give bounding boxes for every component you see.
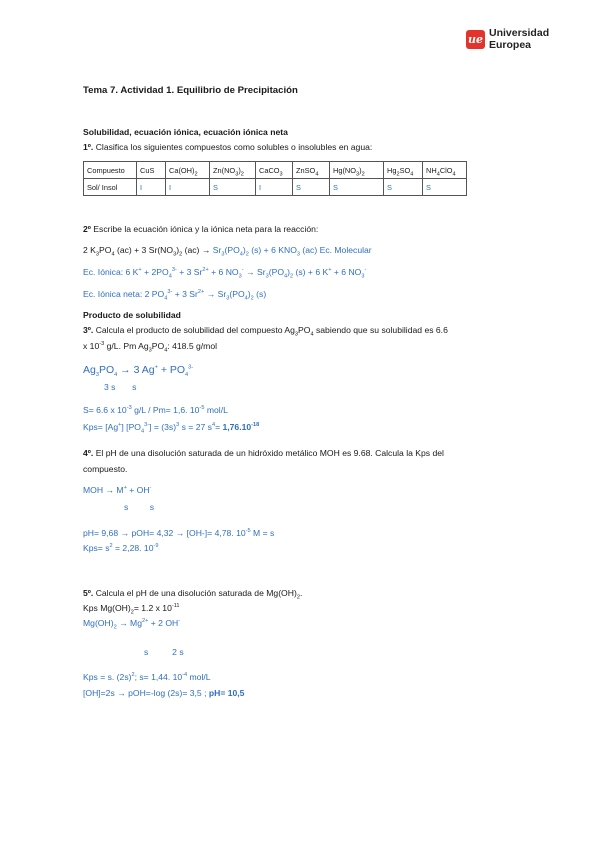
- net-ionic-equation: Ec. Iónica neta: 2 $PO_4^{3-} + 3$ $Sr^{2+} \to Sr_3(PO_4)_2$ (s): [83, 289, 267, 302]
- table-cell: I: [166, 179, 210, 196]
- q3-solubility: S= 6.6 x $10^{-3}$ g/L / Pm= 1,6. $10^{-5}$ mol/L: [83, 405, 228, 415]
- question-3: 3º. Calcula el producto de solubilidad del compuesto $Ag_3PO_4$ sabiendo que su solubilidad es 6.6: [83, 325, 448, 338]
- solubility-table: [83, 161, 467, 196]
- q3-kps: Kps= [Ag+] $[PO_4^{3-}] = (3s)^3$ s = 27 $s^4= 1,76.10^{-18}$: [83, 422, 260, 435]
- table-header-cell: $NH_4ClO_4$: [423, 162, 467, 179]
- table-row: [84, 179, 467, 196]
- table-header-cell: CuS: [137, 162, 166, 179]
- question-1: [83, 142, 372, 152]
- table-header-cell: Compuesto: [84, 162, 137, 179]
- question-2: [83, 224, 318, 234]
- section-heading-solubility: Solubilidad, ecuación iónica, ecuación iónica neta: [83, 127, 288, 137]
- table-header-cell: $Ca(OH)_2$: [166, 162, 210, 179]
- university-logo: [466, 27, 566, 53]
- q4-kps: $Kps= s^2 = 2,28$. $10^{-9}$: [83, 543, 159, 553]
- table-cell: S: [423, 179, 467, 196]
- q4-stoichiometry: s s: [124, 502, 155, 512]
- page-title: Tema 7. Actividad 1. Equilibrio de Precipitación: [83, 85, 298, 96]
- q3-dissociation-equation: $Ag_3PO_4 \to 3$ $Ag^+ + PO_4^{3-}$: [83, 364, 194, 379]
- logo-mark-icon: ue: [466, 30, 485, 49]
- table-cell: S: [330, 179, 384, 196]
- table-cell: S: [384, 179, 423, 196]
- question-2-text: Escribe la ecuación iónica y la iónica neta para la reacción:: [90, 224, 319, 234]
- logo-line2: Europea: [489, 39, 532, 51]
- question-5-kps-given: Kps $Mg(OH)_2= 1.2$ x $10^{-11}$: [83, 603, 180, 616]
- q4-ph-calculation: pH= 9,68 → pOH= 4,32 → [OH-]= 4,78. $10^{-5}$ M = s: [83, 528, 275, 538]
- table-cell: S: [293, 179, 330, 196]
- q5-dissociation-equation: $Mg(OH)_2 \to Mg^{2+} + 2$ OH-: [83, 618, 181, 631]
- question-5: 5º. Calcula el pH de una disolución saturada de $Mg(OH)_2$.: [83, 588, 303, 601]
- ionic-equation: Ec. Iónica: 6 $K^+ + 2PO_4^{3-} + 3$ $Sr^{2+} + 6$ $NO_3^- \to Sr_3(PO_4)_2$ (s) + 6 K+ + 6 $NO_3^-$: [83, 267, 367, 280]
- table-header-cell: $Hg_2SO_4$: [384, 162, 423, 179]
- table-header-cell: CaCO$_3$: [256, 162, 293, 179]
- table-cell: S: [210, 179, 256, 196]
- table-header-cell: $Hg(NO_3)_2$: [330, 162, 384, 179]
- table-header-cell: ZnSO$_4$: [293, 162, 330, 179]
- q5-ph: [OH]=2s → pOH=-log (2s)= 3,5 ; pH= 10,5: [83, 688, 245, 698]
- table-header-cell: $Zn(NO_3)_2$: [210, 162, 256, 179]
- q5-kps: Kps = s. $(2s)^2$; s= 1,44. $10^{-4}$ mol/L: [83, 672, 211, 682]
- table-header-row: [84, 162, 467, 179]
- logo-line1: Universidad: [489, 27, 550, 39]
- q4-dissociation-equation: MOH → M+ + OH-: [83, 485, 152, 495]
- q5-stoichiometry: s 2 s: [144, 647, 184, 657]
- question-3-line2: x $10^{-3}$ g/L. Pm $Ag_3PO_4$: 418.5 g/mol: [83, 341, 218, 354]
- table-cell: I: [137, 179, 166, 196]
- question-4-line2: compuesto.: [83, 464, 128, 474]
- question-2-number: 2º: [83, 224, 91, 234]
- table-cell: Sol/ Insol: [84, 179, 137, 196]
- logo-text: [489, 27, 549, 51]
- q3-stoichiometry: 3 s s: [104, 382, 137, 392]
- section-heading-kps: Producto de solubilidad: [83, 310, 181, 320]
- table-cell: I: [256, 179, 293, 196]
- question-1-number: 1º.: [83, 142, 94, 152]
- question-1-text: Clasifica los siguientes compuestos como solubles o insolubles en agua:: [93, 142, 373, 152]
- question-4: 4º. El pH de una disolución saturada de un hidróxido metálico MOH es 9.68. Calcula la Kps del: [83, 448, 444, 458]
- molecular-equation: 2 $K_3PO_4$ (ac) + 3 $Sr(NO_3)_2$ $(ac) \to Sr_3(PO_4)_2$ (s) + 6 $KNO_3$ (ac) Ec. Molecular: [83, 245, 372, 258]
